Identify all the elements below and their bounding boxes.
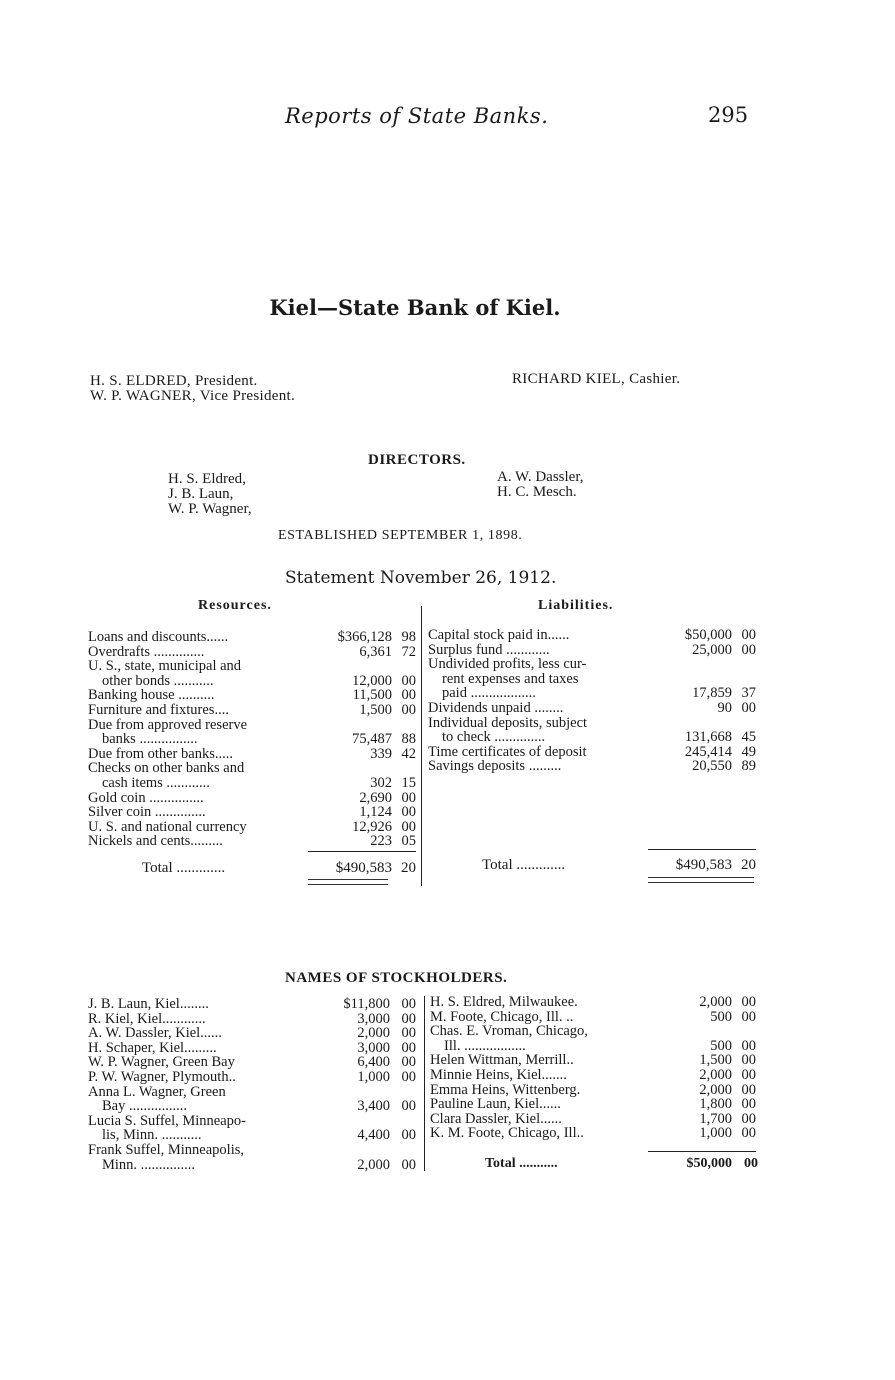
row-label: Chas. E. Vroman, Chicago, bbox=[430, 1024, 588, 1039]
total-rule bbox=[308, 851, 416, 852]
table-row bbox=[88, 1158, 418, 1173]
row-cents: 05 bbox=[401, 833, 416, 850]
row-cents: 00 bbox=[741, 1037, 756, 1054]
row-label: lis, Minn. ........... bbox=[102, 1128, 202, 1143]
row-label: A. W. Dassler, Kiel...... bbox=[88, 1026, 222, 1041]
total-double-rule bbox=[308, 879, 388, 885]
row-label: Emma Heins, Wittenberg. bbox=[430, 1082, 581, 1098]
row-label: Surplus fund ............ bbox=[428, 642, 550, 658]
resources-table bbox=[88, 630, 418, 849]
directors-right-list bbox=[497, 470, 583, 500]
table-row bbox=[88, 776, 418, 791]
stockholders-total-amount: $50,000 bbox=[686, 1156, 732, 1171]
row-label: Furniture and fixtures.... bbox=[88, 702, 229, 718]
liabilities-table bbox=[428, 628, 758, 774]
table-row bbox=[88, 630, 418, 645]
row-label: Time certificates of deposit bbox=[428, 744, 587, 760]
row-cents: 00 bbox=[741, 641, 756, 658]
table-row bbox=[88, 674, 418, 689]
liabilities-heading: Liabilities. bbox=[538, 598, 614, 613]
table-row bbox=[430, 1083, 758, 1098]
row-label: M. Foote, Chicago, Ill. .. bbox=[430, 1009, 574, 1025]
liabilities-total-amount: $490,583 bbox=[675, 857, 732, 873]
row-amount: 2,690 bbox=[359, 789, 392, 806]
row-cents: 88 bbox=[401, 731, 416, 748]
row-label: Anna L. Wagner, Green bbox=[88, 1084, 226, 1100]
row-cents: 00 bbox=[401, 1156, 416, 1173]
row-label: Banking house .......... bbox=[88, 688, 215, 703]
table-row bbox=[88, 703, 418, 718]
table-row bbox=[428, 701, 758, 716]
row-cents: 98 bbox=[401, 629, 416, 645]
liabilities-total-cents: 20 bbox=[741, 857, 756, 873]
row-amount: 302 bbox=[370, 774, 392, 791]
row-cents: 00 bbox=[401, 1054, 416, 1071]
row-cents: 89 bbox=[741, 758, 756, 775]
row-label: Overdrafts .............. bbox=[88, 644, 205, 660]
officer-vice-president: W. P. WAGNER, Vice President. bbox=[90, 388, 296, 404]
table-row bbox=[88, 718, 418, 733]
table-row bbox=[88, 1085, 418, 1100]
row-amount: 25,000 bbox=[692, 641, 732, 658]
director-name: H. S. Eldred, bbox=[168, 471, 246, 487]
table-row bbox=[428, 745, 758, 760]
row-amount: 2,000 bbox=[699, 1066, 732, 1083]
table-row bbox=[430, 1068, 758, 1083]
row-label: cash items ............ bbox=[102, 775, 210, 791]
table-row bbox=[88, 732, 418, 747]
row-label: banks ................ bbox=[102, 732, 198, 747]
row-label: Gold coin ............... bbox=[88, 790, 204, 806]
row-amount: 1,700 bbox=[699, 1110, 732, 1127]
directors-heading: DIRECTORS. bbox=[368, 452, 466, 468]
table-row bbox=[88, 1128, 418, 1143]
row-label: Nickels and cents......... bbox=[88, 834, 223, 849]
resources-total-label: Total ............. bbox=[142, 860, 226, 876]
row-amount: 17,859 bbox=[692, 685, 732, 702]
director-name: J. B. Laun, bbox=[168, 486, 234, 502]
table-row bbox=[88, 791, 418, 806]
table-row bbox=[428, 657, 758, 672]
row-amount: 1,000 bbox=[357, 1068, 390, 1085]
table-row bbox=[430, 1024, 758, 1039]
row-amount: 11,500 bbox=[352, 687, 392, 704]
stockholders-heading: NAMES OF STOCKHOLDERS. bbox=[285, 970, 508, 986]
bank-title: Kiel—State Bank of Kiel. bbox=[269, 295, 561, 320]
row-label: H. S. Eldred, Milwaukee. bbox=[430, 995, 578, 1010]
row-label: Undivided profits, less cur- bbox=[428, 657, 587, 672]
table-row bbox=[88, 1114, 418, 1129]
director-name: H. C. Mesch. bbox=[497, 484, 577, 500]
table-row bbox=[88, 659, 418, 674]
row-label: Clara Dassler, Kiel...... bbox=[430, 1111, 562, 1127]
table-row bbox=[88, 805, 418, 820]
table-row bbox=[428, 628, 758, 643]
stockholders-left-table bbox=[88, 997, 418, 1172]
row-cents: 00 bbox=[401, 701, 416, 718]
table-row bbox=[88, 1055, 418, 1070]
row-cents: 00 bbox=[741, 1096, 756, 1113]
row-label: Frank Suffel, Minneapolis, bbox=[88, 1142, 244, 1158]
table-row bbox=[88, 1099, 418, 1114]
stockholders-right-table bbox=[430, 995, 758, 1141]
row-amount: 1,000 bbox=[699, 1125, 732, 1142]
row-label: Due from approved reserve bbox=[88, 717, 248, 733]
table-row bbox=[430, 995, 758, 1010]
statement-title: Statement November 26, 1912. bbox=[285, 568, 557, 588]
table-row bbox=[428, 643, 758, 658]
row-label: J. B. Laun, Kiel........ bbox=[88, 997, 209, 1012]
table-row bbox=[430, 1126, 758, 1141]
column-divider bbox=[421, 606, 422, 886]
table-row bbox=[430, 1053, 758, 1068]
row-label: paid .................. bbox=[442, 686, 536, 701]
row-label: R. Kiel, Kiel............ bbox=[88, 1011, 206, 1027]
row-label: rent expenses and taxes bbox=[442, 671, 579, 687]
table-row bbox=[430, 1112, 758, 1127]
row-cents: 37 bbox=[741, 685, 756, 702]
row-label: P. W. Wagner, Plymouth.. bbox=[88, 1069, 236, 1085]
row-cents: 00 bbox=[401, 818, 416, 835]
table-row bbox=[88, 1041, 418, 1056]
row-amount: 339 bbox=[370, 745, 392, 762]
row-amount: 3,000 bbox=[357, 1010, 390, 1027]
table-row bbox=[88, 688, 418, 703]
directors-left-list bbox=[168, 472, 252, 517]
row-amount: 6,400 bbox=[357, 1054, 390, 1071]
row-cents: 00 bbox=[741, 1125, 756, 1142]
row-label: Minnie Heins, Kiel....... bbox=[430, 1067, 567, 1083]
table-row bbox=[430, 1039, 758, 1054]
table-row bbox=[430, 1097, 758, 1112]
row-cents: 00 bbox=[401, 1068, 416, 1085]
row-label: Minn. ............... bbox=[102, 1157, 196, 1173]
row-label: Pauline Laun, Kiel...... bbox=[430, 1097, 561, 1112]
officer-president: H. S. ELDRED, President. bbox=[90, 373, 258, 389]
row-label: Ill. ................. bbox=[444, 1038, 526, 1054]
row-amount: 223 bbox=[370, 833, 392, 850]
resources-total-amount: $490,583 bbox=[335, 860, 392, 876]
stockholders-total-cents: 00 bbox=[744, 1156, 758, 1171]
table-row bbox=[428, 686, 758, 701]
row-amount: 2,000 bbox=[357, 1156, 390, 1173]
row-cents: 15 bbox=[401, 774, 416, 791]
row-cents: 00 bbox=[741, 1066, 756, 1083]
row-cents: 00 bbox=[741, 1008, 756, 1025]
row-label: Bay ................ bbox=[102, 1099, 187, 1114]
table-row bbox=[88, 1143, 418, 1158]
table-row bbox=[88, 820, 418, 835]
row-label: Savings deposits ......... bbox=[428, 759, 562, 774]
total-rule bbox=[648, 849, 756, 850]
running-title: Reports of State Banks. bbox=[285, 104, 549, 128]
row-cents: 00 bbox=[401, 687, 416, 704]
row-amount: 3,400 bbox=[357, 1098, 390, 1115]
row-cents: 00 bbox=[741, 1110, 756, 1127]
total-rule bbox=[648, 1151, 756, 1152]
row-amount: 6,361 bbox=[359, 643, 392, 660]
row-cents: 00 bbox=[401, 1010, 416, 1027]
row-label: Due from other banks..... bbox=[88, 746, 233, 762]
row-label: Loans and discounts...... bbox=[88, 630, 229, 645]
table-row bbox=[88, 645, 418, 660]
row-amount: 131,668 bbox=[684, 729, 732, 746]
row-amount: 1,500 bbox=[699, 1052, 732, 1069]
row-amount: 12,000 bbox=[352, 672, 392, 689]
row-amount: 1,800 bbox=[699, 1096, 732, 1113]
director-name: W. P. Wagner, bbox=[168, 501, 252, 517]
row-cents: 00 bbox=[401, 789, 416, 806]
row-label: W. P. Wagner, Green Bay bbox=[88, 1055, 235, 1070]
row-amount: 2,000 bbox=[699, 994, 732, 1010]
table-row bbox=[430, 1010, 758, 1025]
row-cents: 00 bbox=[401, 1039, 416, 1056]
row-label: other bonds ........... bbox=[102, 673, 214, 689]
row-amount: 90 bbox=[717, 699, 732, 716]
table-row bbox=[428, 730, 758, 745]
total-double-rule bbox=[648, 877, 754, 883]
row-amount: 20,550 bbox=[692, 758, 732, 775]
page-number: 295 bbox=[708, 103, 749, 127]
row-amount: 2,000 bbox=[699, 1081, 732, 1098]
row-cents: 00 bbox=[401, 1127, 416, 1144]
row-cents: 42 bbox=[401, 745, 416, 762]
established-date: ESTABLISHED SEPTEMBER 1, 1898. bbox=[278, 528, 523, 543]
row-amount: 2,000 bbox=[357, 1025, 390, 1042]
row-label: Silver coin .............. bbox=[88, 805, 206, 820]
row-cents: 00 bbox=[741, 699, 756, 716]
row-cents: 00 bbox=[741, 1081, 756, 1098]
row-cents: 00 bbox=[401, 996, 416, 1012]
table-row bbox=[428, 672, 758, 687]
row-cents: 00 bbox=[741, 994, 756, 1010]
row-amount: $11,800 bbox=[343, 996, 390, 1012]
row-cents: 00 bbox=[741, 1052, 756, 1069]
row-amount: 75,487 bbox=[352, 731, 392, 748]
row-amount: 245,414 bbox=[684, 743, 732, 760]
row-cents: 72 bbox=[401, 643, 416, 660]
row-amount: 500 bbox=[710, 1037, 732, 1054]
officer-cashier: RICHARD KIEL, Cashier. bbox=[512, 371, 681, 387]
row-cents: 00 bbox=[401, 804, 416, 821]
stockholders-total-label: Total ........... bbox=[485, 1156, 558, 1171]
row-cents: 00 bbox=[401, 672, 416, 689]
row-label: K. M. Foote, Chicago, Ill.. bbox=[430, 1126, 584, 1141]
row-amount: 12,926 bbox=[352, 818, 392, 835]
row-label: U. S. and national currency bbox=[88, 819, 247, 835]
row-amount: 3,000 bbox=[357, 1039, 390, 1056]
row-cents: 00 bbox=[401, 1098, 416, 1115]
row-label: Helen Wittman, Merrill.. bbox=[430, 1053, 574, 1068]
table-row bbox=[88, 834, 418, 849]
resources-heading: Resources. bbox=[198, 598, 272, 613]
table-row bbox=[428, 759, 758, 774]
column-divider bbox=[424, 996, 425, 1171]
row-cents: 00 bbox=[741, 627, 756, 643]
row-amount: 1,500 bbox=[359, 701, 392, 718]
row-amount: 4,400 bbox=[357, 1127, 390, 1144]
row-cents: 49 bbox=[741, 743, 756, 760]
row-label: Lucia S. Suffel, Minneapo- bbox=[88, 1113, 246, 1129]
row-amount: 500 bbox=[710, 1008, 732, 1025]
table-row bbox=[88, 747, 418, 762]
table-row bbox=[88, 761, 418, 776]
row-label: H. Schaper, Kiel......... bbox=[88, 1040, 217, 1056]
liabilities-total-label: Total ............. bbox=[482, 857, 566, 873]
row-amount: $366,128 bbox=[337, 629, 392, 645]
table-row bbox=[88, 997, 418, 1012]
row-label: Individual deposits, subject bbox=[428, 715, 588, 731]
row-label: U. S., state, municipal and bbox=[88, 659, 242, 674]
table-row bbox=[428, 716, 758, 731]
row-cents: 45 bbox=[741, 729, 756, 746]
row-label: Capital stock paid in...... bbox=[428, 628, 570, 643]
row-amount: 1,124 bbox=[359, 804, 392, 821]
table-row bbox=[88, 1026, 418, 1041]
row-amount: $50,000 bbox=[684, 627, 732, 643]
director-name: A. W. Dassler, bbox=[497, 469, 584, 485]
row-label: Dividends unpaid ........ bbox=[428, 700, 564, 716]
row-label: to check .............. bbox=[442, 730, 546, 745]
row-label: Checks on other banks and bbox=[88, 761, 245, 776]
table-row bbox=[88, 1012, 418, 1027]
table-row bbox=[88, 1070, 418, 1085]
resources-total-cents: 20 bbox=[401, 860, 416, 876]
row-cents: 00 bbox=[401, 1025, 416, 1042]
